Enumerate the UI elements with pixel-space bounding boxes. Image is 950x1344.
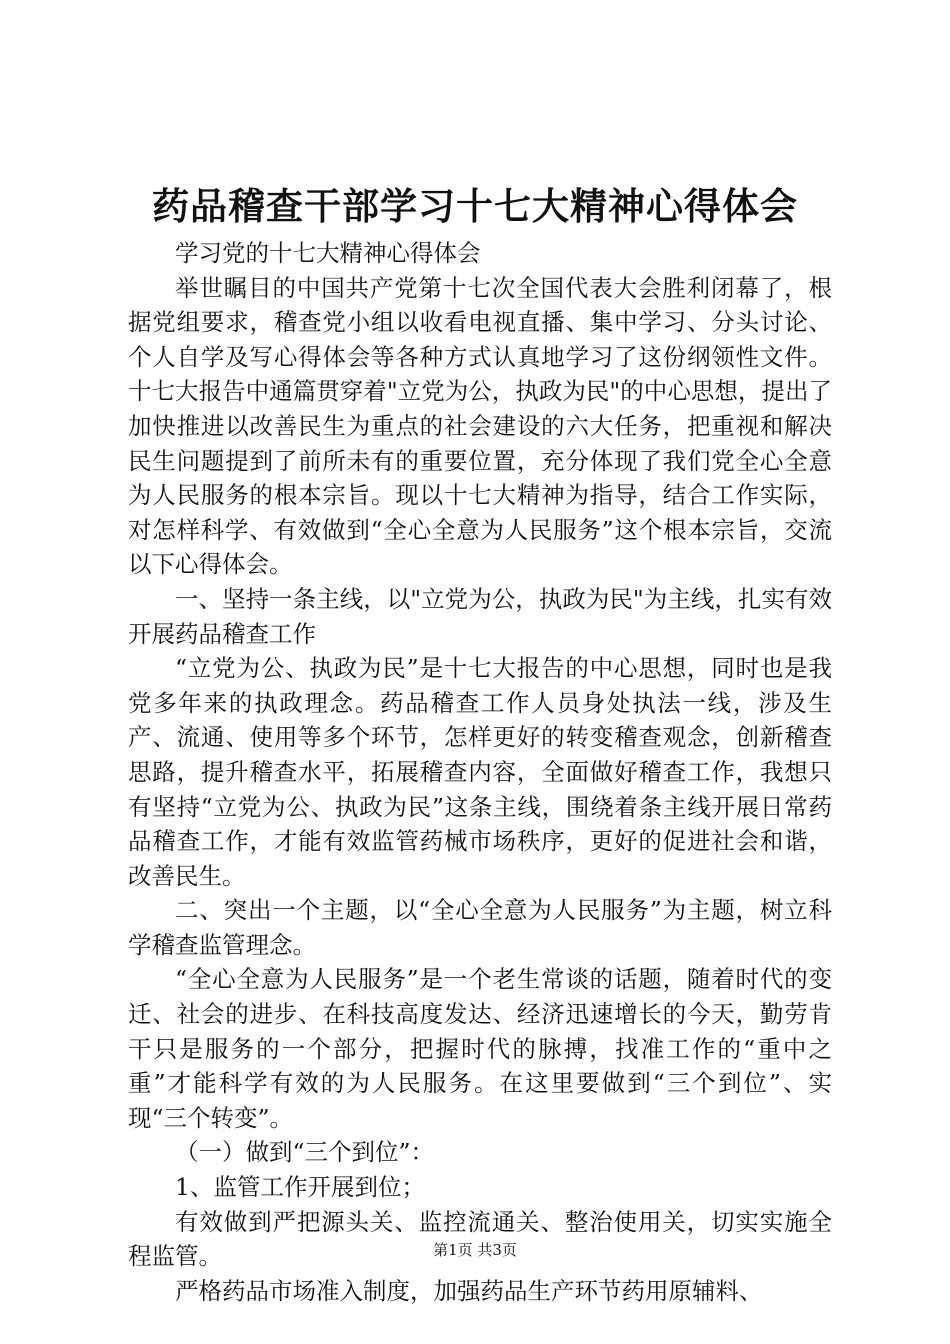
paragraph: 严格药品市场准入制度，加强药品生产环节药用原辅料、 — [175, 1276, 763, 1305]
paragraph: 举世瞩目的中国共产党第十七次全国代表大会胜利闭幕了，根据党组要求，稽查党小组以收看电视直播、集中学习、分头讨论、个人自学及写心得体会等各种方式认真地学习了这份纲领性文件。十七大报告中通篇贯穿着"立党为公，执政为民"的中心思想，提出了加快推进以改善民生为重点的社会建设的六大任务，把重视和解决民生问题提到了前所未有的重要位置，充分体现了我们党全心全意为人民服务的根本宗旨。现以十七大精神为指导，结合工作实际，对怎样科学、有效做到“全心全意为人民服务”这个根本宗旨，交流以下心得体会。 — [128, 273, 832, 579]
paragraph: “立党为公、执政为民”是十七大报告的中心思想，同时也是我党多年来的执政理念。药品稽查工作人员身处执法一线，涉及生产、流通、使用等多个环节，怎样更好的转变稽查观念，创新稽查思路，提升稽查水平，拓展稽查内容，全面做好稽查工作，我想只有坚持“立党为公、执政为民”这条主线，围绕着条主线开展日常药品稽查工作，才能有效监管药械市场秩序，更好的促进社会和谐，改善民生。 — [128, 654, 832, 890]
list-item: 1、监管工作开展到位； — [175, 1173, 425, 1202]
subsection-heading: （一）做到“三个到位”： — [175, 1138, 435, 1167]
section-heading: 一、坚持一条主线，以"立党为公，执政为民"为主线，扎实有效开展药品稽查工作 — [128, 584, 832, 648]
document-title: 药品稽查干部学习十七大精神心得体会 — [152, 184, 798, 228]
paragraph: “全心全意为人民服务”是一个老生常谈的话题，随着时代的变迁、社会的进步、在科技高度发达、经济迅速增长的今天，勤劳肯干只是服务的一个部分，把握时代的脉搏，找准工作的“重中之重”才能科学有效的为人民服务。在这里要做到“三个到位”、实现“三个转变”。 — [128, 965, 832, 1132]
paragraph: 有效做到严把源头关、监控流通关、整治使用关，切实实施全程监管。 — [128, 1207, 832, 1271]
paragraph-subtitle: 学习党的十七大精神心得体会 — [175, 239, 481, 267]
document-body — [128, 236, 832, 1308]
section-heading: 二、突出一个主题，以“全心全意为人民服务”为主题，树立科学稽查监管理念。 — [128, 896, 832, 959]
page-number-footer: 第1页 共3页 — [433, 1241, 517, 1259]
